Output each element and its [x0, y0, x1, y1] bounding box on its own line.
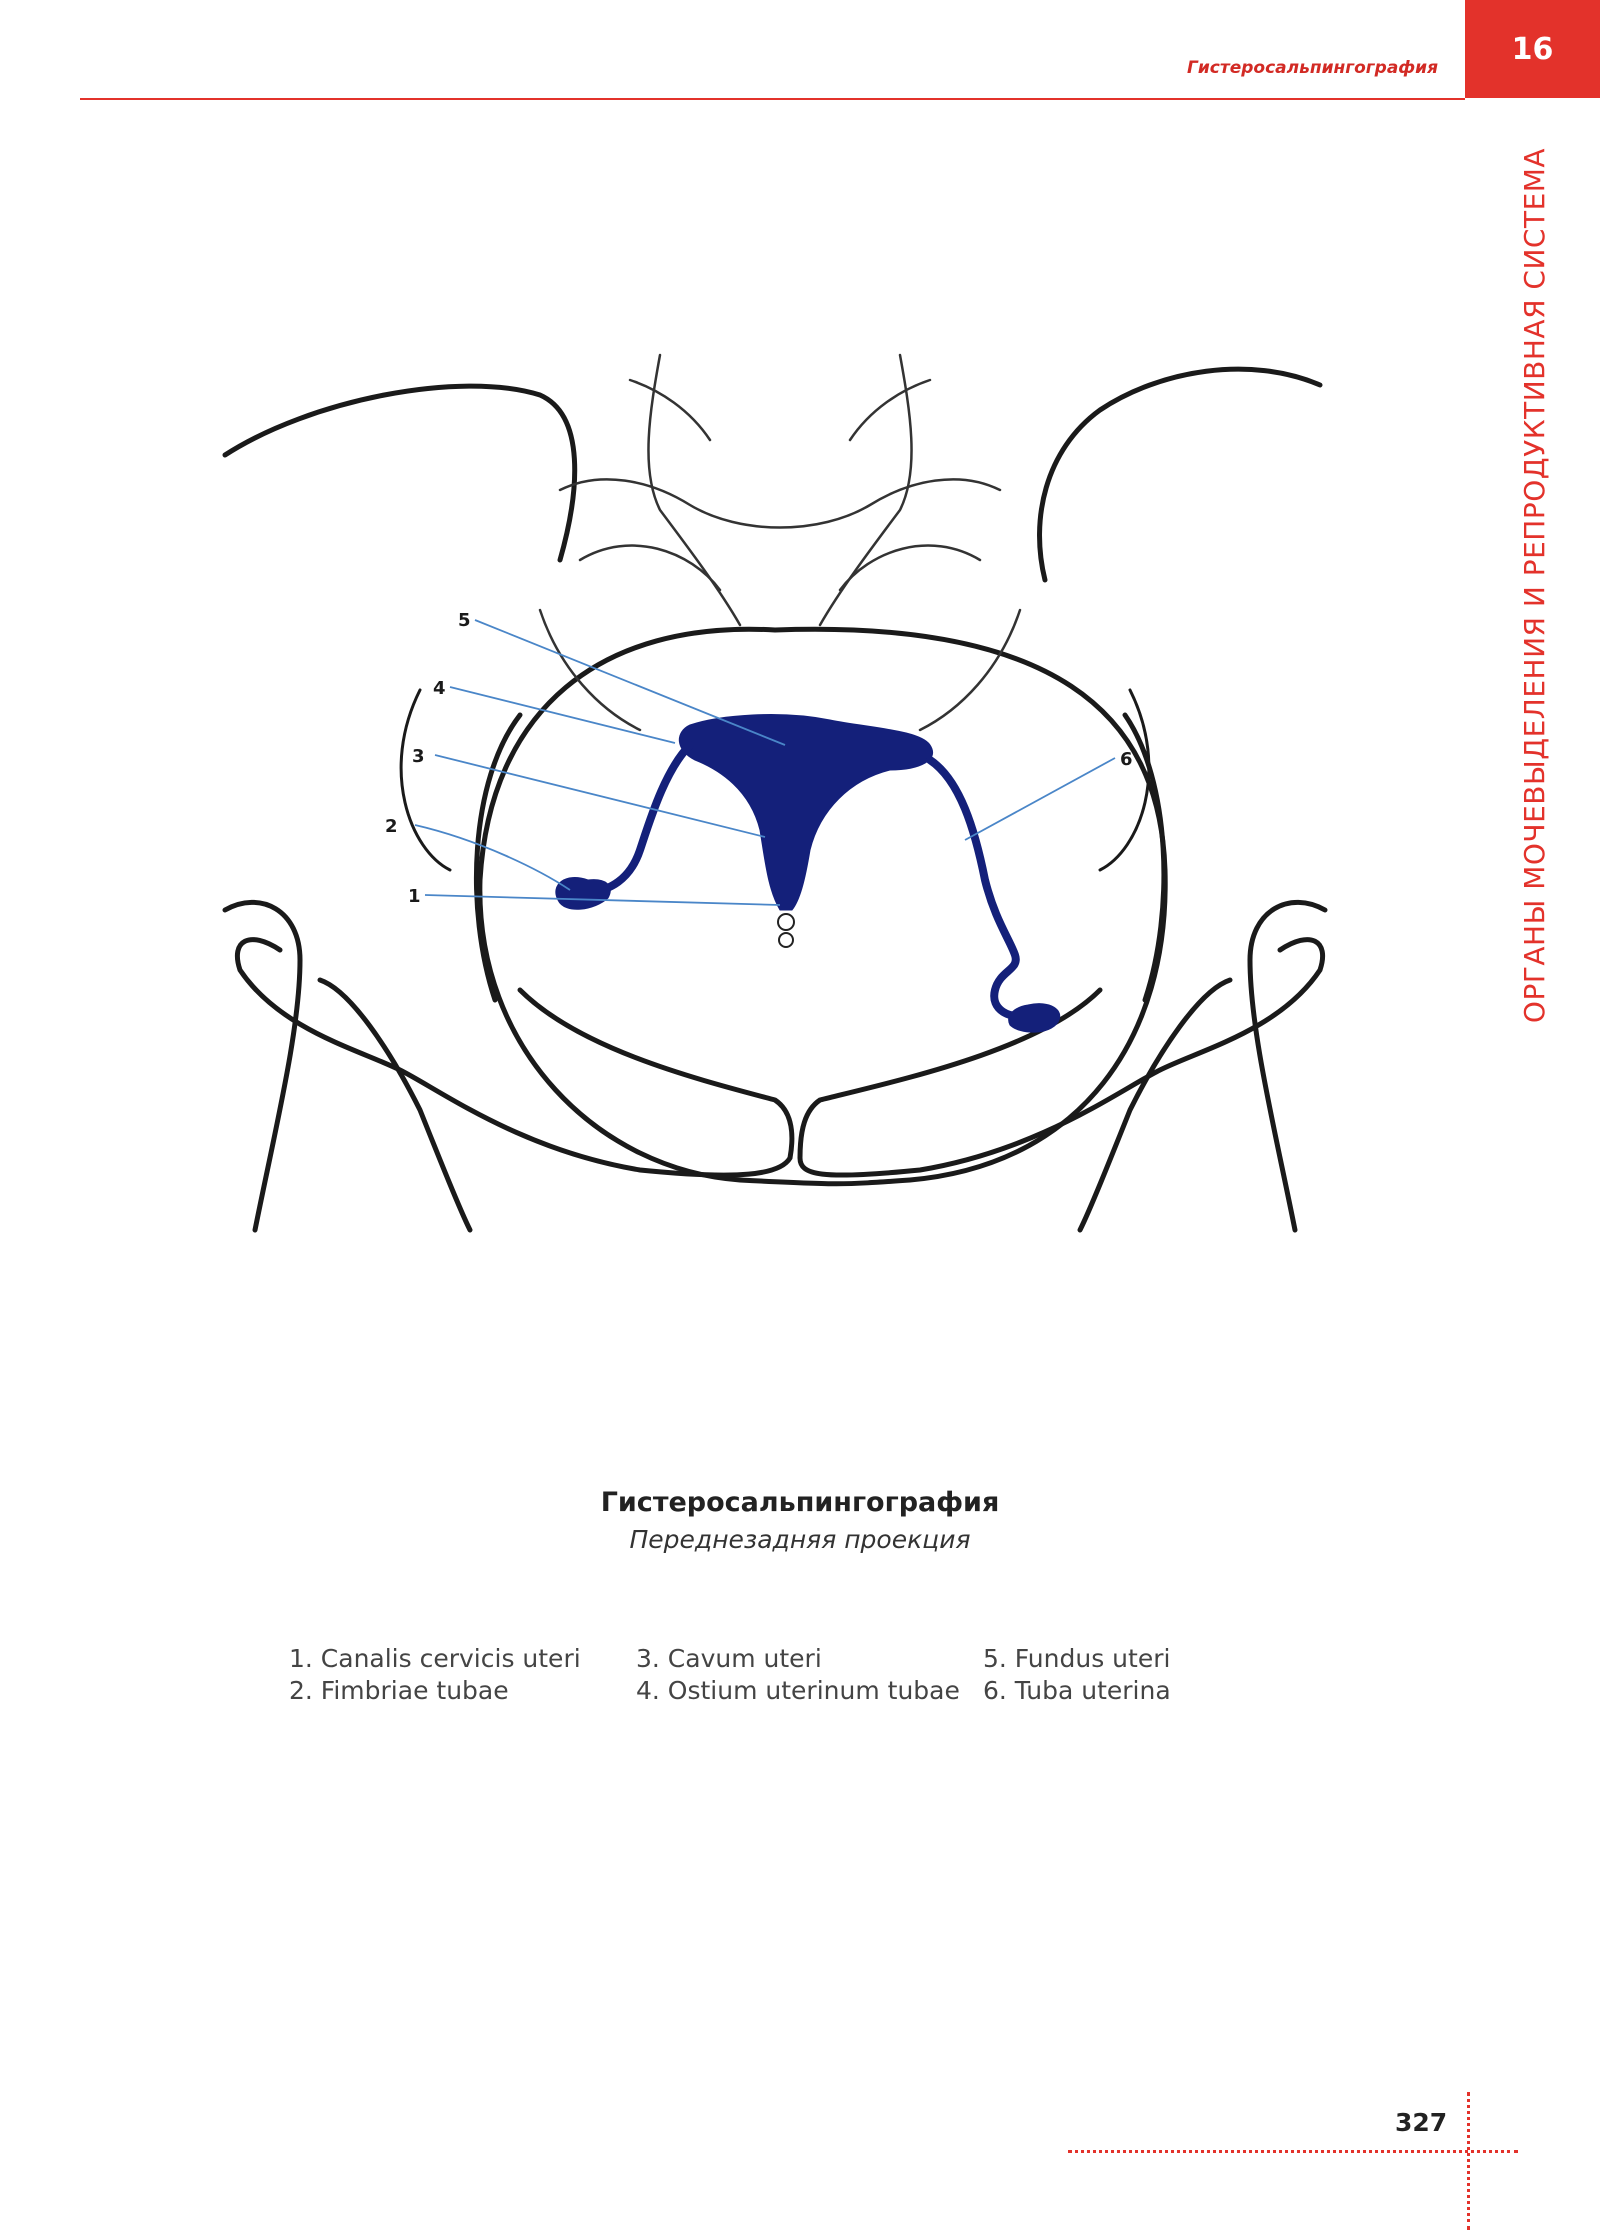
label-6: 6: [1120, 749, 1133, 770]
header-rule: [80, 98, 1465, 100]
footer-dotted-divider: [1467, 2092, 1470, 2230]
legend-item: 3. Cavum uteri: [636, 1644, 822, 1673]
page-number: 327: [1395, 2108, 1448, 2137]
chapter-number-tab: 16: [1465, 0, 1600, 98]
label-4: 4: [433, 678, 446, 699]
legend-item: 5. Fundus uteri: [983, 1644, 1171, 1673]
uterus-contrast: [556, 715, 1060, 1033]
legend-column-3: [983, 1643, 1171, 1707]
label-5: 5: [458, 610, 471, 631]
hysterosalpingography-diagram: [220, 350, 1330, 1240]
legend-item: 1. Canalis cervicis uteri: [289, 1644, 581, 1673]
legend-column-1: [289, 1643, 581, 1707]
legend-item: 4. Ostium uterinum tubae: [636, 1676, 960, 1705]
label-1: 1: [408, 886, 421, 907]
footer-dotted-rule: [1068, 2150, 1518, 2153]
label-3: 3: [412, 746, 425, 767]
side-chapter-title: [1515, 125, 1555, 1045]
legend-column-2: [636, 1643, 960, 1707]
cervix-outline: [778, 914, 794, 947]
label-2: 2: [385, 816, 398, 837]
running-header-title: Гистеросальпингография: [1187, 58, 1438, 78]
side-chapter-title-text: ОРГАНЫ МОЧЕВЫДЕЛЕНИЯ И РЕПРОДУКТИВНАЯ СИСТЕМА: [1518, 147, 1552, 1023]
figure-caption-title: Гистеросальпингография: [600, 1487, 1000, 1518]
sacrum-outline: [540, 355, 1020, 730]
legend-item: 6. Tuba uterina: [983, 1676, 1171, 1705]
legend-item: 2. Fimbriae tubae: [289, 1676, 509, 1705]
figure-caption-subtitle: Переднезадняя проекция: [629, 1525, 971, 1554]
